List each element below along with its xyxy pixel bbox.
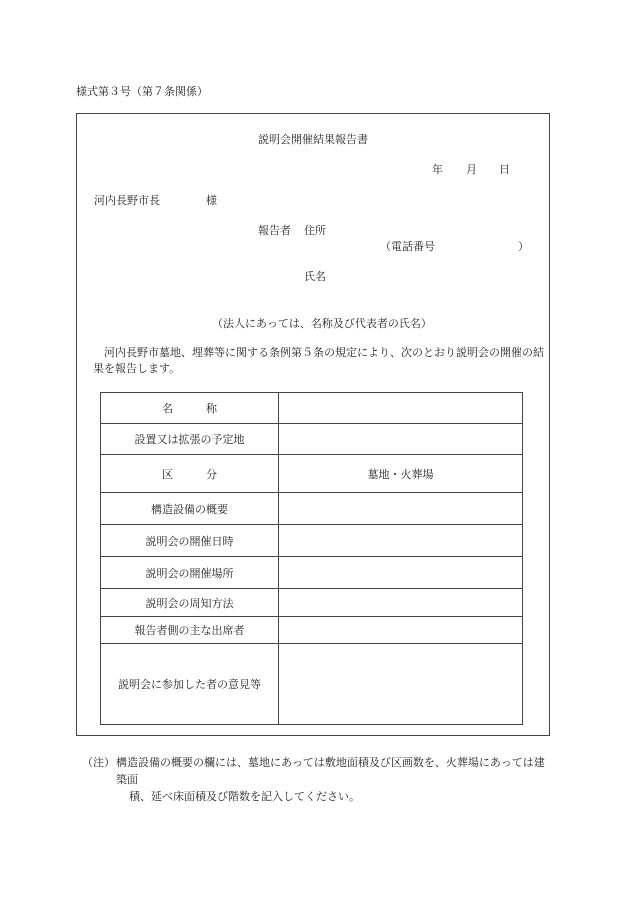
footnote-body <box>116 754 552 805</box>
row-value <box>279 424 523 455</box>
table-row <box>101 493 523 525</box>
addressee-name: 河内長野市長 <box>94 194 160 207</box>
row-value <box>279 493 523 525</box>
form-number: 様式第３号（第７条関係） <box>76 85 208 98</box>
row-value <box>279 644 523 725</box>
row-value: 墓地・火葬場 <box>279 455 523 493</box>
row-label: 構造設備の概要 <box>101 493 279 525</box>
address-label: 住所 <box>304 224 326 237</box>
body-text: 河内長野市墓地、埋葬等に関する条例第５条の規定により、次のとおり説明会の開催の結果を報告します。 <box>93 346 544 375</box>
date-month: 月 <box>466 163 477 176</box>
table-row <box>101 644 523 725</box>
info-table <box>100 392 523 725</box>
row-label: 説明会の開催日時 <box>101 525 279 557</box>
row-label: 報告者側の主な出席者 <box>101 617 279 644</box>
row-value <box>279 617 523 644</box>
phone-open: （電話番号 <box>380 240 435 253</box>
phone-close: ） <box>518 240 529 253</box>
row-value <box>279 589 523 617</box>
table-row <box>101 393 523 424</box>
table-row <box>101 617 523 644</box>
reporter-label: 報告者 <box>258 224 291 237</box>
row-label: 設置又は拡張の予定地 <box>101 424 279 455</box>
footnote-line-2: 積、延べ床面積及び階数を記入してください。 <box>129 790 360 803</box>
row-label: 説明会の開催場所 <box>101 557 279 589</box>
date-year: 年 <box>432 163 443 176</box>
table-row <box>101 589 523 617</box>
row-value <box>279 393 523 424</box>
corporate-note: （法人にあっては、名称及び代表者の氏名） <box>212 317 432 330</box>
row-label: 説明会に参加した者の意見等 <box>101 644 279 725</box>
table-row <box>101 424 523 455</box>
date-day: 日 <box>499 163 510 176</box>
footnote-line-1: 構造設備の概要の欄には、墓地にあっては敷地面積及び区画数を、火葬場にあっては建築面 <box>116 756 545 786</box>
form-title: 説明会開催結果報告書 <box>258 133 368 146</box>
row-value <box>279 525 523 557</box>
row-label: 説明会の周知方法 <box>101 589 279 617</box>
name-label: 氏名 <box>304 270 326 283</box>
footnote-marker: （注） <box>82 756 115 769</box>
row-label: 区 分 <box>101 455 279 493</box>
addressee-honorific: 様 <box>206 194 217 207</box>
table-row <box>101 455 523 493</box>
row-value <box>279 557 523 589</box>
table-row <box>101 557 523 589</box>
row-label: 名 称 <box>101 393 279 424</box>
table-row <box>101 525 523 557</box>
